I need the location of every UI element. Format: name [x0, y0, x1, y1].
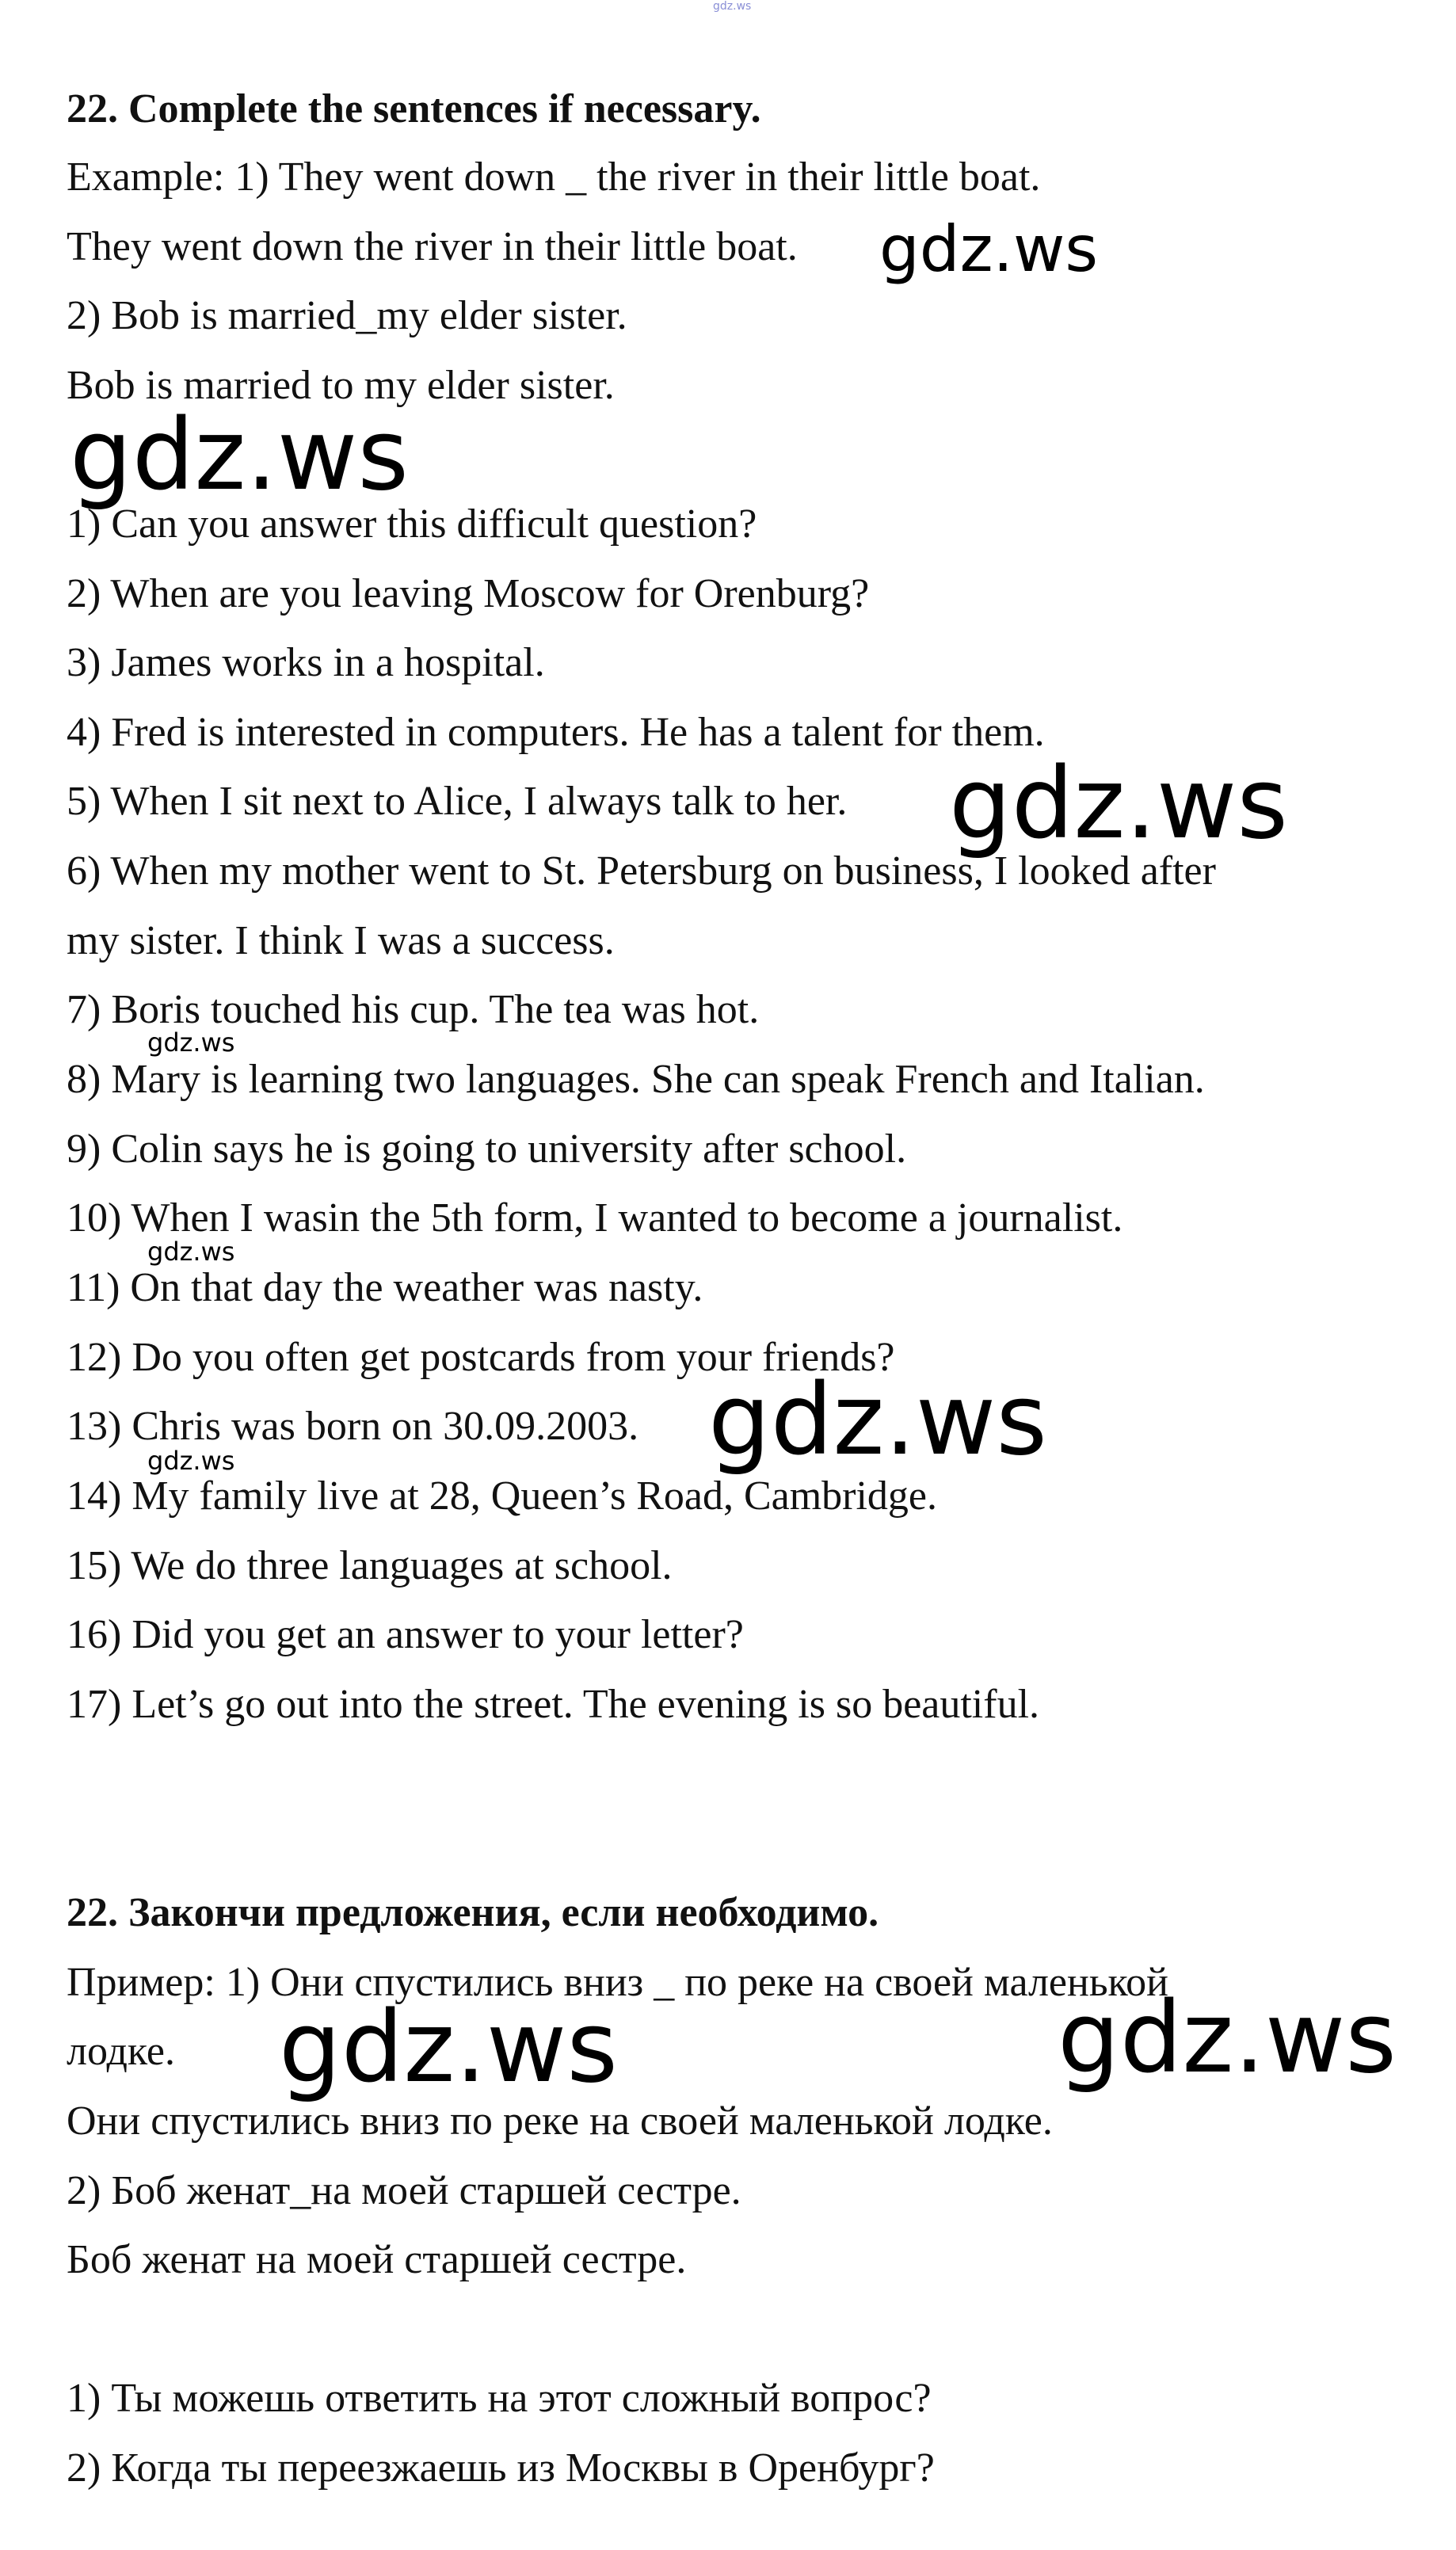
example-task-1: Example: 1) They went down _ the river in their little boat. — [67, 154, 1041, 200]
watermark: gdz.ws — [279, 1991, 618, 2105]
watermark: gdz.ws — [147, 1446, 235, 1476]
answer-line: 11) On that day the weather was nasty. — [67, 1265, 703, 1310]
answer-line: 16) Did you get an answer to your letter? — [67, 1612, 744, 1657]
example-answer-2: Bob is married to my elder sister. — [67, 363, 615, 408]
watermark: gdz.ws — [708, 1363, 1047, 1477]
watermark: gdz.ws — [147, 1237, 235, 1267]
answer-line: 1) Can you answer this difficult question? — [67, 501, 757, 547]
exercise-title-english: 22. Complete the sentences if necessary. — [67, 86, 761, 132]
answer-line-ru: 2) Когда ты переезжаешь из Москвы в Оренбург? — [67, 2445, 935, 2491]
watermark: gdz.ws — [879, 212, 1099, 286]
example-answer-1: They went down the river in their little boat. — [67, 224, 798, 269]
answer-line: 5) When I sit next to Alice, I always talk to her. — [67, 779, 848, 824]
answer-line: 7) Boris touched his cup. The tea was hot. — [67, 987, 760, 1032]
answer-line: my sister. I think I was a success. — [67, 918, 615, 963]
example-task-2-ru: 2) Боб женат_на моей старшей сестре. — [67, 2168, 741, 2213]
answer-line: 4) Fred is interested in computers. He has a talent for them. — [67, 710, 1045, 755]
answer-line: 2) When are you leaving Moscow for Orenburg? — [67, 571, 870, 616]
watermark: gdz.ws — [147, 1027, 235, 1058]
example-answer-1-ru: Они спустились вниз по реке на своей маленькой лодке. — [67, 2098, 1053, 2144]
answer-line: 14) My family live at 28, Queen’s Road, Cambridge. — [67, 1473, 938, 1519]
exercise-title-russian: 22. Закончи предложения, если необходимо. — [67, 1890, 879, 1935]
answer-line: 17) Let’s go out into the street. The evening is so beautiful. — [67, 1682, 1040, 1727]
answer-line-ru: 1) Ты можешь ответить на этот сложный вопрос? — [67, 2376, 932, 2421]
watermark: gdz.ws — [1058, 1981, 1397, 2095]
watermark-top: gdz.ws — [713, 0, 752, 13]
example-task-1-ru-cont: лодке. — [67, 2029, 175, 2074]
example-answer-2-ru: Боб женат на моей старшей сестре. — [67, 2237, 687, 2282]
watermark: gdz.ws — [949, 747, 1288, 861]
example-task-2: 2) Bob is married_my elder sister. — [67, 293, 627, 338]
answer-line: 12) Do you often get postcards from your friends? — [67, 1335, 895, 1380]
answer-line: 9) Colin says he is going to university after school. — [67, 1126, 907, 1172]
answer-line: 3) James works in a hospital. — [67, 640, 545, 685]
watermark: gdz.ws — [70, 398, 409, 513]
answer-line: 15) We do three languages at school. — [67, 1543, 673, 1588]
answer-line: 13) Chris was born on 30.09.2003. — [67, 1404, 639, 1449]
answer-line: 8) Mary is learning two languages. She can speak French and Italian. — [67, 1057, 1205, 1102]
answer-line: 10) When I wasin the 5th form, I wanted to become a journalist. — [67, 1195, 1123, 1241]
answer-line: 6) When my mother went to St. Petersburg on business, I looked after — [67, 848, 1216, 894]
example-task-1-ru: Пример: 1) Они спустились вниз _ по реке на своей маленькой — [67, 1960, 1168, 2005]
